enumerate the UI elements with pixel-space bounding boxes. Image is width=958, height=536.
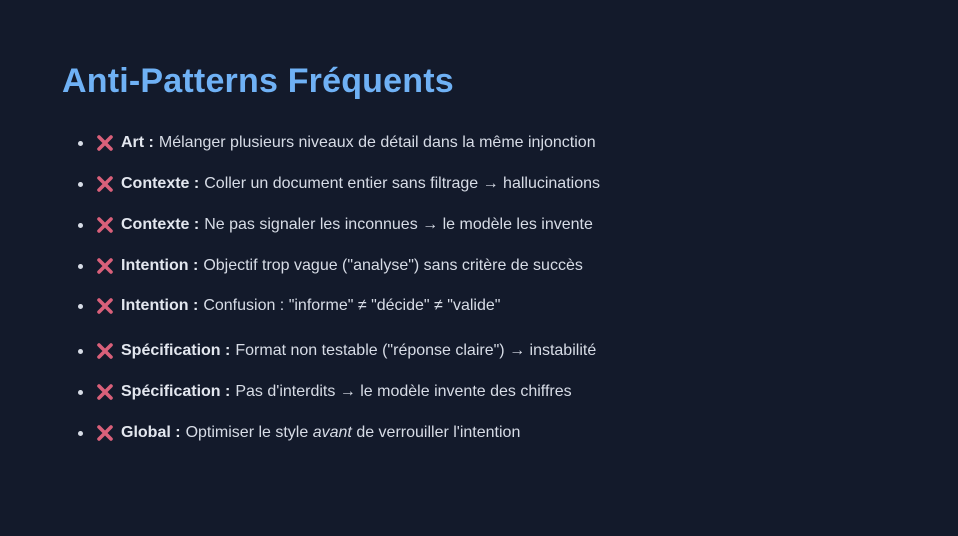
- list-item: [78, 173, 600, 195]
- list-item: [78, 422, 520, 444]
- cross-mark-icon: [96, 257, 114, 275]
- item-text: Coller un document entier sans filtrage → hallucinations: [204, 175, 600, 192]
- item-text: Pas d'interdits → le modèle invente des chiffres: [235, 383, 572, 400]
- bullet: [78, 141, 83, 146]
- bullet: [78, 390, 83, 395]
- item-label: Intention :: [121, 297, 199, 314]
- item-text: Ne pas signaler les inconnues → le modèle les invente: [204, 216, 593, 233]
- item-label: Contexte :: [121, 175, 200, 192]
- item-text: Format non testable ("réponse claire") → instabilité: [235, 342, 597, 359]
- list-item: [78, 214, 593, 236]
- cross-mark-icon: [96, 342, 114, 360]
- bullet: [78, 431, 83, 436]
- item-text: Mélanger plusieurs niveaux de détail dans la même injonction: [158, 134, 596, 151]
- bullet: [78, 182, 83, 187]
- item-text: Confusion : "informe" ≠ "décide" ≠ "valide": [203, 297, 501, 314]
- item-label: Contexte :: [121, 216, 200, 233]
- item-text: [186, 424, 521, 442]
- item-text: Objectif trop vague ("analyse") sans critère de succès: [203, 257, 583, 274]
- item-label: Spécification :: [121, 383, 231, 400]
- bullet: [78, 349, 83, 354]
- list-item: [78, 295, 500, 317]
- item-text-before: Optimiser le style: [185, 424, 309, 441]
- list-item: [78, 255, 583, 277]
- list-item: [78, 132, 596, 154]
- cross-mark-icon: [96, 424, 114, 442]
- cross-mark-icon: [96, 134, 114, 152]
- cross-mark-icon: [96, 383, 114, 401]
- item-text-after: de verrouiller l'intention: [356, 424, 521, 441]
- slide-title: Anti-Patterns Fréquents: [62, 62, 454, 100]
- item-label: Spécification :: [121, 342, 231, 359]
- item-text-emphasis: avant: [312, 424, 352, 441]
- list-item: [78, 340, 596, 362]
- bullet: [78, 264, 83, 269]
- bullet: [78, 304, 83, 309]
- cross-mark-icon: [96, 175, 114, 193]
- item-label: Global :: [121, 424, 181, 441]
- list-item: [78, 381, 572, 403]
- bullet: [78, 223, 83, 228]
- cross-mark-icon: [96, 297, 114, 315]
- item-label: Art :: [121, 134, 154, 151]
- cross-mark-icon: [96, 216, 114, 234]
- item-label: Intention :: [121, 257, 199, 274]
